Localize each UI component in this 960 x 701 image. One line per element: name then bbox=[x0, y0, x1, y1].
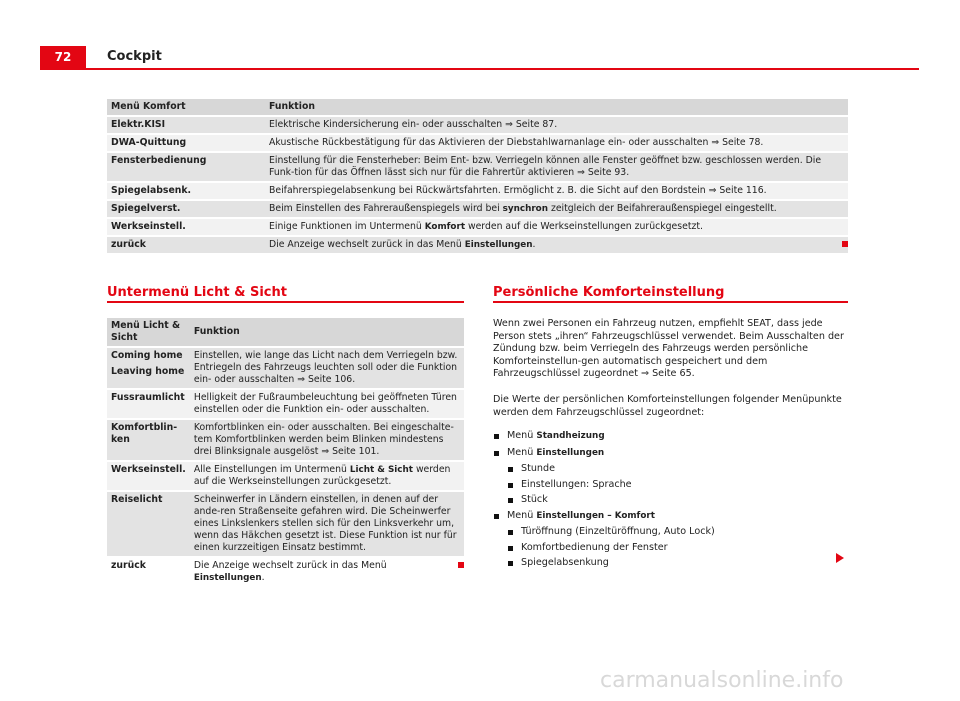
end-marker-icon bbox=[458, 562, 464, 568]
komfort-table bbox=[107, 97, 848, 255]
row-text: Einstellen, wie lange das Licht nach dem Verriegeln bzw. Entriegeln des Fahrzeugs leuchten soll oder die Funktion ein- oder ausschalten ⇒ Seite 106. bbox=[190, 348, 464, 388]
paragraph: Die Werte der persönlichen Komforteinstellungen folgender Menüpunkte werden dem Fahrzeugschlüssel zugeordnet: bbox=[493, 394, 842, 418]
menu-name: Einstellungen bbox=[536, 447, 605, 458]
table-row bbox=[107, 117, 848, 133]
row-key: Komfortblin-ken bbox=[107, 420, 190, 460]
row-text-part: Helligkeit der Fußraumbeleuchtung bei geöffneten Türen einstellen oder die Funktion ein- oder ausschalten. bbox=[193, 392, 457, 415]
table-row bbox=[107, 348, 464, 388]
row-key: Werkseinstell. bbox=[107, 462, 190, 490]
section-title-licht: Untermenü Licht & Sicht bbox=[107, 285, 287, 300]
row-text-part: werden auf die Werkseinstellungen zurückgesetzt. bbox=[193, 464, 451, 487]
page-header bbox=[40, 46, 919, 70]
table-row bbox=[107, 219, 848, 235]
row-key: zurück bbox=[107, 237, 265, 253]
row-text-part: Einstellung für die Fensterheber: Beim Ent- bzw. Verriegeln können alle Fenster geöffnet bzw. geschlossen werden. Die Funk-tion für das Öffnen lässt sich nur für die Fahrertür aktivieren ⇒ Seite 93. bbox=[269, 155, 822, 178]
row-text bbox=[265, 135, 848, 151]
table-row bbox=[107, 183, 848, 199]
row-text-bold: Einstellungen bbox=[464, 240, 533, 250]
row-text-part: Akustische Rückbestätigung für das Aktivieren der Diebstahlwarnanlage ein- oder ausschalten ⇒ Seite 78. bbox=[269, 137, 764, 148]
sub-list bbox=[507, 524, 715, 571]
licht-table bbox=[107, 316, 464, 588]
row-text bbox=[265, 153, 848, 181]
table-row bbox=[107, 237, 848, 253]
column-header-menu: Menü Komfort bbox=[107, 99, 265, 115]
section-rule bbox=[107, 301, 464, 303]
watermark: carmanualsonline.info bbox=[600, 668, 844, 693]
row-text bbox=[190, 420, 464, 460]
list-item bbox=[493, 508, 715, 571]
table-row bbox=[107, 390, 464, 418]
row-key: zurück bbox=[107, 558, 190, 586]
column-header-function: Funktion bbox=[265, 99, 848, 115]
page-title: Cockpit bbox=[107, 49, 162, 64]
table-row bbox=[107, 558, 464, 586]
table-row bbox=[107, 201, 848, 217]
row-key: Reiselicht bbox=[107, 492, 190, 556]
row-text-bold: Licht & Sicht bbox=[349, 465, 413, 475]
page-number: 72 bbox=[40, 46, 86, 68]
list-item: Stück bbox=[507, 492, 715, 508]
row-key: Werkseinstell. bbox=[107, 219, 265, 235]
table-row bbox=[107, 462, 464, 490]
row-text bbox=[265, 201, 848, 217]
table-row bbox=[107, 135, 848, 151]
row-text-bold: synchron bbox=[502, 204, 548, 214]
row-text bbox=[265, 237, 848, 253]
list-item: Türöffnung (Einzeltüröffnung, Auto Lock) bbox=[507, 524, 715, 540]
list-item bbox=[493, 445, 715, 508]
row-text-part: werden auf die Werkseinstellungen zurückgesetzt. bbox=[465, 221, 703, 232]
continue-arrow-icon bbox=[836, 553, 844, 563]
paragraph: Wenn zwei Personen ein Fahrzeug nutzen, empfiehlt SEAT, dass jede Person stets „ihren“ Fahrzeugschlüssel verwendet. Beim Ausschalten der Zündung bzw. beim Verriegeln des Fahrzeugs werden persönliche Komforteinstellun-gen automatisch gespeichert und dem Fahrzeugschlüssel zugeordnet ⇒ Seite 65. bbox=[493, 318, 844, 380]
sub-list bbox=[507, 461, 715, 508]
row-text bbox=[190, 558, 464, 586]
list-item: Komfortbedienung der Fenster bbox=[507, 540, 715, 556]
row-text bbox=[265, 219, 848, 235]
row-key: Fensterbedienung bbox=[107, 153, 265, 181]
row-text-part: zeitgleich der Beifahreraußenspiegel eingestellt. bbox=[547, 203, 777, 214]
row-key: Spiegelabsenk. bbox=[107, 183, 265, 199]
row-text-part: Die Anzeige wechselt zurück in das Menü bbox=[193, 560, 387, 571]
row-text-bold: Komfort bbox=[424, 222, 466, 232]
row-text-bold: Einstellungen bbox=[193, 573, 262, 583]
row-key: Elektr.KISI bbox=[107, 117, 265, 133]
table-row bbox=[107, 420, 464, 460]
column-header-menu: Menü Licht & Sicht bbox=[107, 318, 190, 346]
column-header-function: Funktion bbox=[190, 318, 464, 346]
row-text bbox=[190, 462, 464, 490]
menu-item-list bbox=[493, 428, 715, 571]
row-text bbox=[265, 183, 848, 199]
table-header-row bbox=[107, 99, 848, 115]
menu-name: Standheizung bbox=[536, 431, 605, 441]
row-text-part: Die Anzeige wechselt zurück in das Menü bbox=[269, 239, 465, 250]
row-text-part: . bbox=[532, 239, 536, 250]
section-rule bbox=[493, 301, 848, 303]
row-key bbox=[107, 348, 190, 388]
row-text-part: Komfortblinken ein- oder ausschalten. Bei eingeschalte-tem Komfortblinken werden beim Blinken mindestens drei Blinksignale ausgelöst ⇒ Seite 101. bbox=[193, 422, 454, 457]
list-item: Einstellungen: Sprache bbox=[507, 477, 715, 493]
row-text-part: Scheinwerfer in Ländern einstellen, in denen auf der ande-ren Straßenseite gefahren wird. Die Scheinwerfer eines Linkslenkers stellen sich für den Linksverkehr um, wenn das Häkchen gesetzt ist. Diese Funktion ist nur für einen kurzzeitigen Einsatz bestimmt. bbox=[193, 494, 457, 553]
list-item bbox=[493, 428, 715, 445]
row-text-part: Beifahrerspiegelabsenkung bei Rückwärtsfahrten. Ermöglicht z. B. die Sicht auf den Bordstein ⇒ Seite 116. bbox=[269, 185, 767, 196]
menu-prefix: Menü bbox=[507, 446, 537, 458]
table-header-row bbox=[107, 318, 464, 346]
row-key: DWA-Quittung bbox=[107, 135, 265, 151]
table-row bbox=[107, 492, 464, 556]
menu-name: Einstellungen – Komfort bbox=[536, 510, 655, 521]
row-text bbox=[265, 117, 848, 133]
row-text-part: Beim Einstellen des Fahreraußenspiegels wird bei bbox=[269, 203, 503, 214]
table-row bbox=[107, 153, 848, 181]
row-text-part: Einige Funktionen im Untermenü bbox=[269, 221, 425, 232]
end-marker-icon bbox=[842, 241, 848, 247]
section-title-komfort: Persönliche Komforteinstellung bbox=[493, 285, 725, 300]
menu-prefix: Menü bbox=[507, 509, 537, 521]
row-text bbox=[190, 492, 464, 556]
row-text-part: . bbox=[261, 572, 265, 583]
row-text-part: Alle Einstellungen im Untermenü bbox=[193, 464, 350, 475]
list-item: Stunde bbox=[507, 461, 715, 477]
row-key: Spiegelverst. bbox=[107, 201, 265, 217]
row-text-part: Elektrische Kindersicherung ein- oder ausschalten ⇒ Seite 87. bbox=[269, 119, 558, 130]
row-key: Fussraumlicht bbox=[107, 390, 190, 418]
list-item: Spiegelabsenkung bbox=[507, 555, 715, 571]
menu-prefix: Menü bbox=[507, 430, 537, 441]
row-key-part: Leaving home bbox=[111, 366, 185, 377]
row-text bbox=[190, 390, 464, 418]
row-key-part: Coming home bbox=[111, 350, 183, 361]
